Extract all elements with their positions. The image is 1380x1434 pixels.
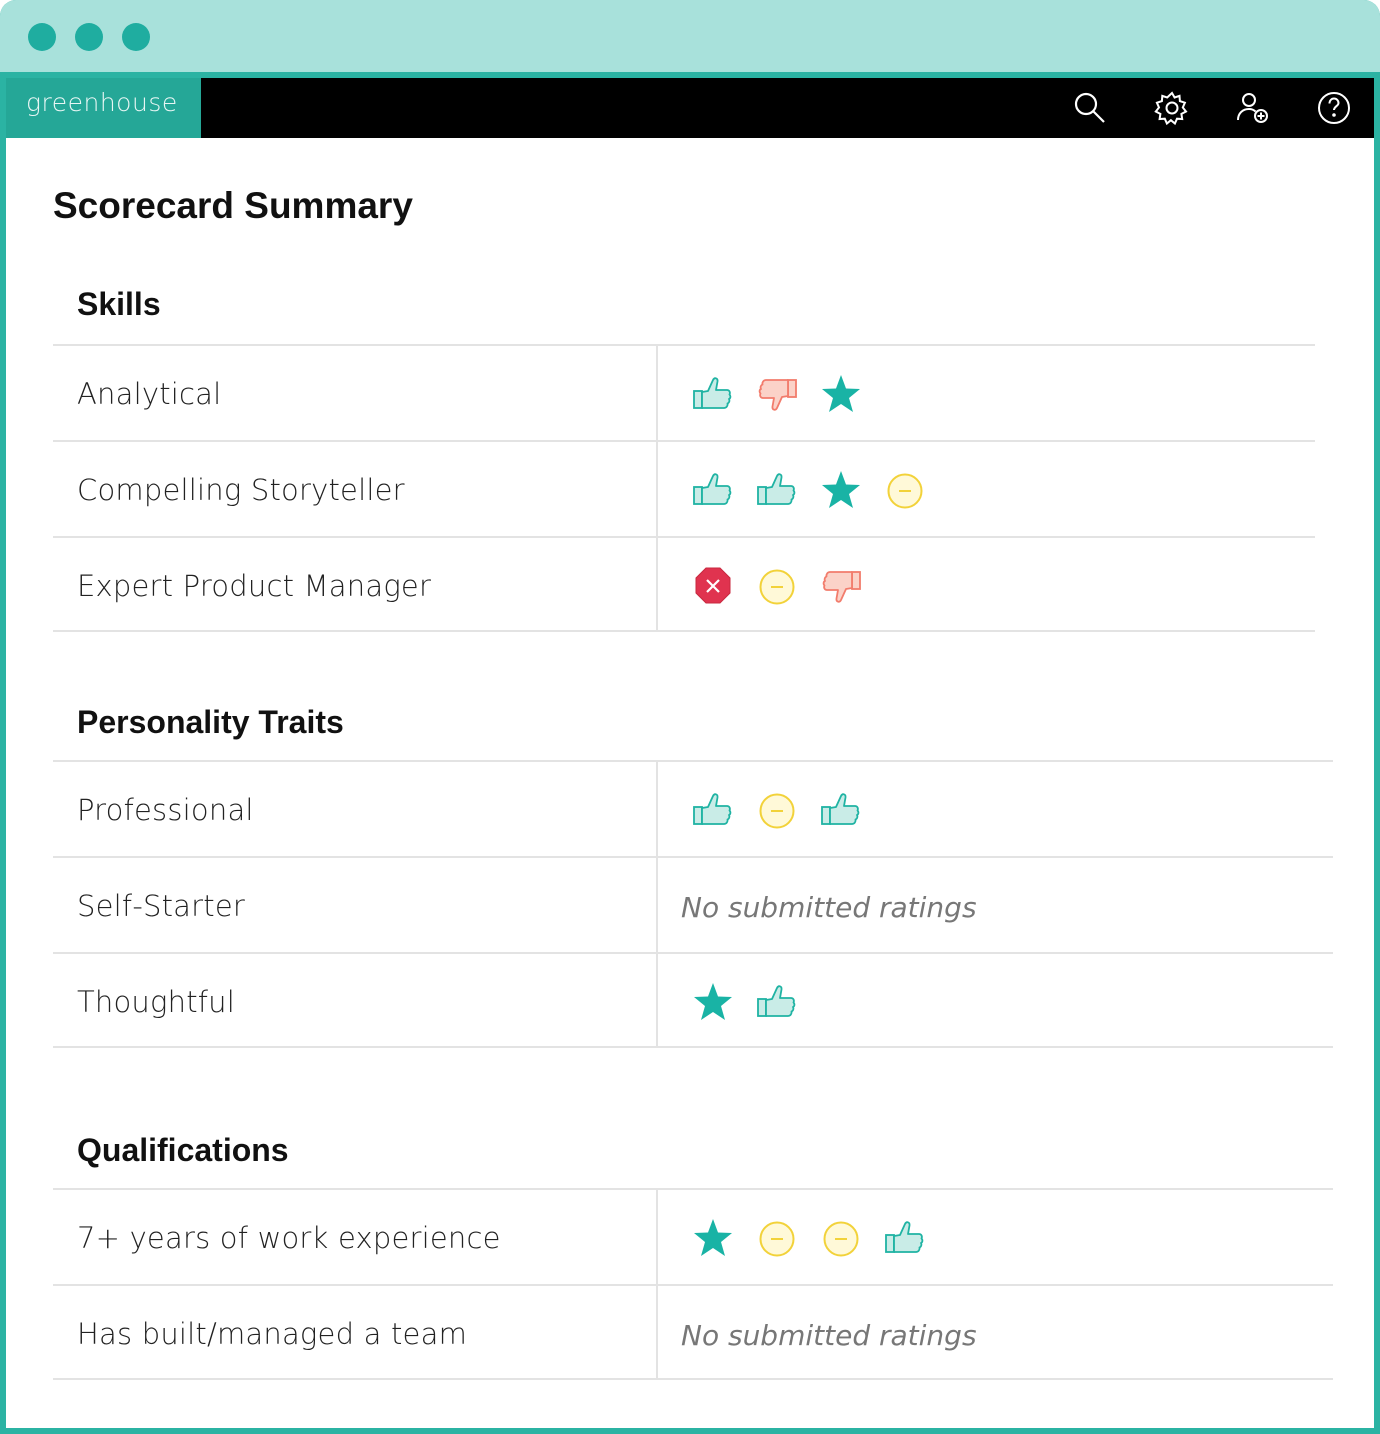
attribute-label: Compelling Storyteller [77,473,405,507]
section-title-skills: Skills [77,286,161,322]
thumbs-up-icon[interactable] [691,788,735,832]
column-divider [656,1190,658,1284]
no-ratings-text: No submitted ratings [681,891,977,924]
ratings-cell [691,954,819,1050]
column-divider [656,954,658,1048]
column-divider [656,1286,658,1380]
thumbs-down-icon[interactable] [755,372,799,416]
thumbs-up-icon[interactable] [755,980,799,1024]
column-divider [656,858,658,952]
table-row [53,344,1315,440]
window-minimize-dot[interactable] [75,23,103,51]
thumbs-up-icon[interactable] [691,468,735,512]
attribute-label: 7+ years of work experience [77,1221,501,1255]
ratings-cell [691,1190,947,1286]
star-icon[interactable] [691,1216,735,1260]
thumbs-down-icon[interactable] [819,564,863,608]
attribute-label: Has built/managed a team [77,1317,468,1351]
qualifications-table [53,1188,1333,1380]
section-title-qualifications: Qualifications [77,1132,289,1168]
star-icon[interactable] [691,980,735,1024]
star-icon[interactable] [819,468,863,512]
attribute-label: Professional [77,793,254,827]
table-row [53,856,1333,952]
no-ratings-text: No submitted ratings [681,1319,977,1352]
table-row [53,952,1333,1048]
column-divider [656,346,658,440]
attribute-label: Analytical [77,377,222,411]
column-divider [656,538,658,632]
table-row [53,440,1315,536]
table-row [53,1188,1333,1284]
ratings-cell [691,442,947,538]
window-chrome [0,0,1380,72]
add-user-icon[interactable] [1235,90,1271,126]
neutral-icon[interactable] [755,1216,799,1260]
table-row [53,536,1315,632]
definitely-not-icon[interactable] [691,564,735,608]
neutral-icon[interactable] [755,788,799,832]
top-navbar [6,78,1374,138]
table-row [53,760,1333,856]
page-title: Scorecard Summary [53,185,413,226]
window-close-dot[interactable] [28,23,56,51]
thumbs-up-icon[interactable] [691,372,735,416]
personality-traits-table [53,760,1333,1048]
window-maximize-dot[interactable] [122,23,150,51]
thumbs-up-icon[interactable] [819,788,863,832]
neutral-icon[interactable] [819,1216,863,1260]
skills-table [53,344,1315,632]
thumbs-up-icon[interactable] [883,1216,927,1260]
gear-icon[interactable] [1154,90,1190,126]
ratings-cell [691,538,883,634]
help-icon[interactable] [1316,90,1352,126]
ratings-cell [691,346,883,442]
attribute-label: Expert Product Manager [77,569,432,603]
star-icon[interactable] [819,372,863,416]
attribute-label: Thoughtful [77,985,236,1019]
section-title-personality-traits: Personality Traits [77,704,344,740]
thumbs-up-icon[interactable] [755,468,799,512]
neutral-icon[interactable] [883,468,927,512]
table-row [53,1284,1333,1380]
column-divider [656,442,658,536]
search-icon[interactable] [1072,90,1108,126]
ratings-cell [691,762,883,858]
neutral-icon[interactable] [755,564,799,608]
main-content [6,138,1374,1428]
attribute-label: Self-Starter [77,889,245,923]
greenhouse-logo[interactable]: greenhouse [6,78,201,138]
column-divider [656,762,658,856]
